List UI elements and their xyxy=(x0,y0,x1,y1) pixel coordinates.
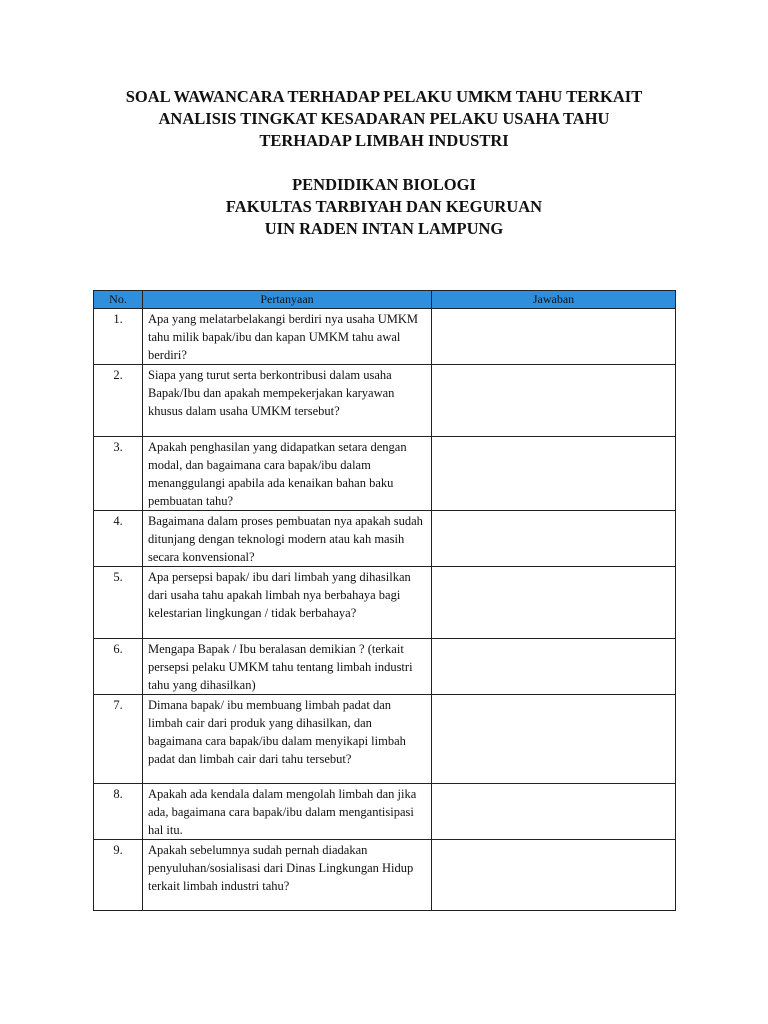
title-line-1: SOAL WAWANCARA TERHADAP PELAKU UMKM TAHU TERKAIT xyxy=(125,87,643,106)
row-number: 4. xyxy=(94,511,143,567)
table-row xyxy=(94,784,676,840)
table-row xyxy=(94,695,676,784)
row-number: 8. xyxy=(94,784,143,840)
question-text: Dimana bapak/ ibu membuang limbah padat dan limbah cair dari produk yang dihasilkan, dan bagaimana cara bapak/ibu dalam menyikapi limbah padat dan limbah cair dari tahu tersebut? xyxy=(143,695,432,784)
university-name: UIN RADEN INTAN LAMPUNG xyxy=(264,219,504,238)
answer-cell[interactable] xyxy=(432,309,676,365)
table-row xyxy=(94,639,676,695)
question-text: Apakah sebelumnya sudah pernah diadakan penyuluhan/sosialisasi dari Dinas Lingkungan Hidup terkait limbah industri tahu? xyxy=(143,840,432,911)
table-row xyxy=(94,840,676,911)
answer-cell[interactable] xyxy=(432,365,676,437)
answer-cell[interactable] xyxy=(432,567,676,639)
row-number: 5. xyxy=(94,567,143,639)
document-header xyxy=(0,86,768,240)
question-text: Siapa yang turut serta berkontribusi dalam usaha Bapak/Ibu dan apakah mempekerjakan karyawan khusus dalam usaha UMKM tersebut? xyxy=(143,365,432,437)
question-text: Apa persepsi bapak/ ibu dari limbah yang dihasilkan dari usaha tahu apakah limbah nya berbahaya bagi kelestarian lingkungan / tidak berbahaya? xyxy=(143,567,432,639)
header-no: No. xyxy=(94,291,143,309)
question-text: Apa yang melatarbelakangi berdiri nya usaha UMKM tahu milik bapak/ibu dan kapan UMKM tahu awal berdiri? xyxy=(143,309,432,365)
row-number: 3. xyxy=(94,437,143,511)
table-row xyxy=(94,511,676,567)
answer-cell[interactable] xyxy=(432,437,676,511)
row-number: 1. xyxy=(94,309,143,365)
faculty-name: FAKULTAS TARBIYAH DAN KEGURUAN xyxy=(225,197,543,216)
header-answer: Jawaban xyxy=(432,291,676,309)
question-text: Bagaimana dalam proses pembuatan nya apakah sudah ditunjang dengan teknologi modern atau kah masih secara konvensional? xyxy=(143,511,432,567)
header-question: Pertanyaan xyxy=(143,291,432,309)
title-line-2: ANALISIS TINGKAT KESADARAN PELAKU USAHA TAHU xyxy=(158,109,610,128)
table-row xyxy=(94,309,676,365)
row-number: 6. xyxy=(94,639,143,695)
answer-cell[interactable] xyxy=(432,511,676,567)
question-text: Apakah penghasilan yang didapatkan setara dengan modal, dan bagaimana cara bapak/ibu dalam menanggulangi apabila ada kenaikan bahan baku pembuatan tahu? xyxy=(143,437,432,511)
interview-questions-table xyxy=(93,290,676,911)
table-header-row xyxy=(94,291,676,309)
answer-cell[interactable] xyxy=(432,639,676,695)
answer-cell[interactable] xyxy=(432,695,676,784)
table-row xyxy=(94,365,676,437)
department-name: PENDIDIKAN BIOLOGI xyxy=(292,175,476,194)
table-row xyxy=(94,567,676,639)
row-number: 7. xyxy=(94,695,143,784)
question-text: Apakah ada kendala dalam mengolah limbah dan jika ada, bagaimana cara bapak/ibu dalam mengantisipasi hal itu. xyxy=(143,784,432,840)
answer-cell[interactable] xyxy=(432,840,676,911)
row-number: 2. xyxy=(94,365,143,437)
table-row xyxy=(94,437,676,511)
row-number: 9. xyxy=(94,840,143,911)
title-line-3: TERHADAP LIMBAH INDUSTRI xyxy=(259,131,509,150)
question-text: Mengapa Bapak / Ibu beralasan demikian ? (terkait persepsi pelaku UMKM tahu tentang limbah industri tahu yang dihasilkan) xyxy=(143,639,432,695)
answer-cell[interactable] xyxy=(432,784,676,840)
